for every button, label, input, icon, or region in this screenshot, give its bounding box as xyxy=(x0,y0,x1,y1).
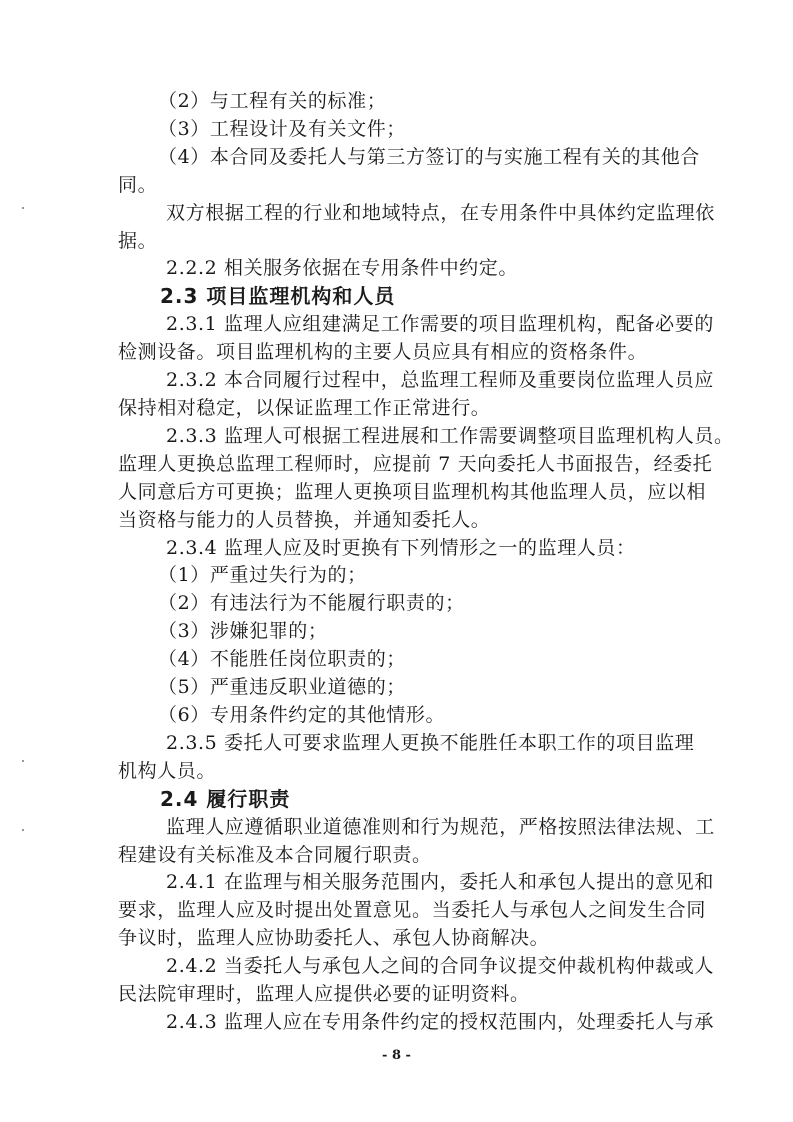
list-item: （2）与工程有关的标准； xyxy=(158,90,387,112)
scan-speck xyxy=(22,207,24,209)
paragraph-line: 监理人更换总监理工程师时，应提前 7 天向委托人书面报告，经委托 xyxy=(118,453,713,475)
paragraph-line: 2.4.1 在监理与相关服务范围内，委托人和承包人提出的意见和 xyxy=(166,871,714,893)
paragraph-line: 争议时，监理人应协助委托人、承包人协商解决。 xyxy=(118,927,550,949)
scan-speck xyxy=(22,760,24,762)
list-item: （4）不能胜任岗位职责的； xyxy=(158,648,406,670)
paragraph-line: 2.3.3 监理人可根据工程进展和工作需要调整项目监理机构人员。 xyxy=(166,425,734,447)
paragraph-line: 检测设备。项目监理机构的主要人员应具有相应的资格条件。 xyxy=(118,341,648,363)
list-item: （2）有违法行为不能履行职责的； xyxy=(158,592,465,614)
paragraph-line: 人同意后方可更换；监理人更换项目监理机构其他监理人员，应以相 xyxy=(118,481,707,503)
paragraph-line: 监理人应遵循职业道德准则和行为规范，严格按照法律法规、工 xyxy=(166,816,715,838)
list-item: （3）涉嫌犯罪的； xyxy=(158,620,328,642)
list-item: （3）工程设计及有关文件； xyxy=(158,118,406,140)
paragraph-line: 保持相对稳定，以保证监理工作正常进行。 xyxy=(118,397,491,419)
paragraph-line: 2.3.5 委托人可要求监理人更换不能胜任本职工作的项目监理 xyxy=(166,732,695,754)
section-heading: 2.3 项目监理机构和人员 xyxy=(160,284,396,308)
paragraph-line: 机构人员。 xyxy=(118,760,217,782)
paragraph-line: 2.2.2 相关服务依据在专用条件中约定。 xyxy=(166,257,518,279)
paragraph-line: 同。 xyxy=(118,174,158,196)
list-item: （4）本合同及委托人与第三方签订的与实施工程有关的其他合 xyxy=(158,146,700,168)
page-number: - 8 - xyxy=(382,1048,411,1063)
list-item: （1）严重过失行为的； xyxy=(158,564,367,586)
paragraph-line: 2.4.3 监理人应在专用条件约定的授权范围内，处理委托人与承 xyxy=(166,1011,714,1033)
paragraph-line: 2.3.2 本合同履行过程中，总监理工程师及重要岗位监理人员应 xyxy=(166,369,714,391)
paragraph-line: 民法院审理时，监理人应提供必要的证明资料。 xyxy=(118,983,530,1005)
paragraph-line: 要求，监理人应及时提出处置意见。当委托人与承包人之间发生合同 xyxy=(118,899,707,921)
paragraph-line: 2.3.1 监理人应组建满足工作需要的项目监理机构，配备必要的 xyxy=(166,313,714,335)
paragraph-line: 当资格与能力的人员替换，并通知委托人。 xyxy=(118,509,491,531)
list-item: （5）严重违反职业道德的； xyxy=(158,676,406,698)
scan-speck xyxy=(22,829,24,831)
paragraph-line: 2.3.4 监理人应及时更换有下列情形之一的监理人员： xyxy=(166,537,636,559)
list-item: （6）专用条件约定的其他情形。 xyxy=(158,704,446,726)
paragraph-line: 双方根据工程的行业和地域特点，在专用条件中具体约定监理依 xyxy=(166,202,715,224)
paragraph-line: 2.4.2 当委托人与承包人之间的合同争议提交仲裁机构仲裁或人 xyxy=(166,955,714,977)
section-heading: 2.4 履行职责 xyxy=(160,787,291,811)
paragraph-line: 据。 xyxy=(118,230,158,252)
paragraph-line: 程建设有关标准及本合同履行职责。 xyxy=(118,844,432,866)
